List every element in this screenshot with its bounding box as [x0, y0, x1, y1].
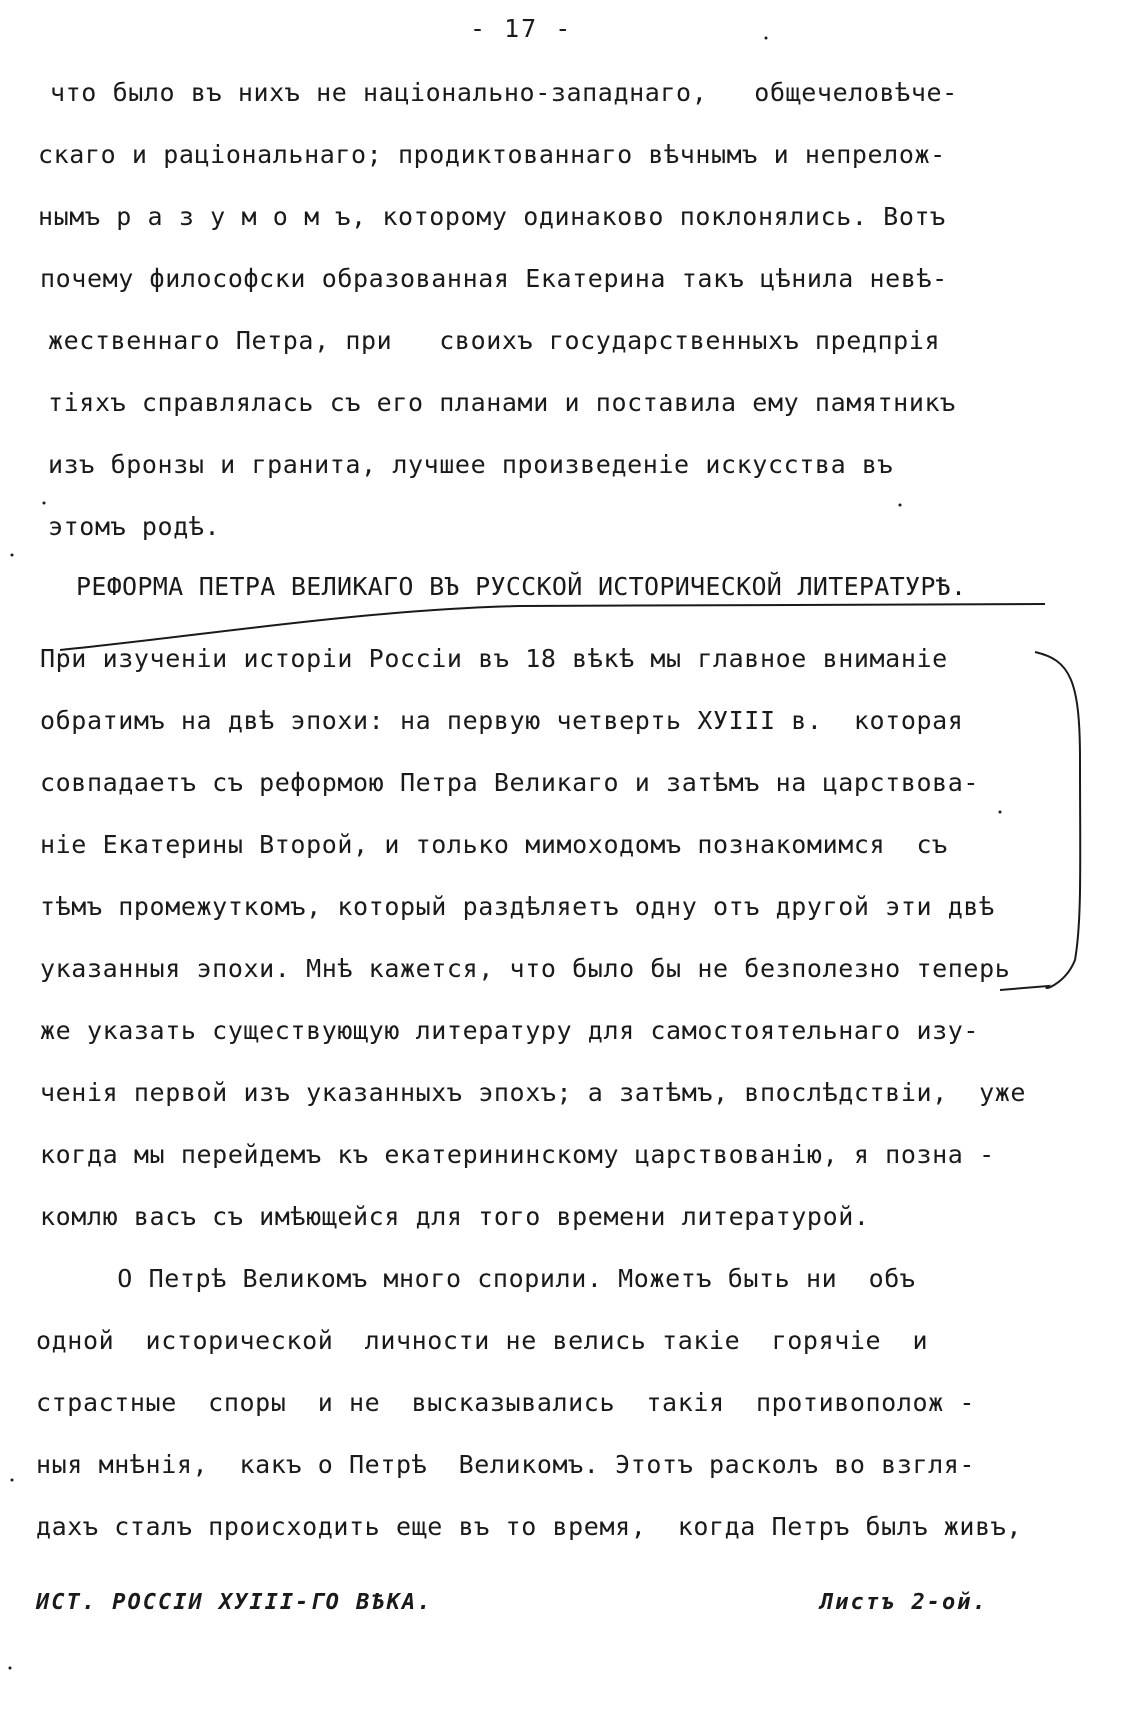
text-line: жественнаго Петра, при своихъ государственныхъ предпрія — [48, 326, 941, 355]
text-line: скаго и раціональнаго; продиктованнаго вѣчнымъ и непрелож- — [38, 140, 946, 169]
text-line: страстные споры и не высказывались такія противополож - — [36, 1388, 976, 1417]
text-line: указанныя эпохи. Мнѣ кажется, что было бы не безполезно теперь — [40, 954, 1011, 983]
text-line: совпадаетъ съ реформою Петра Великаго и затѣмъ на царствова- — [40, 768, 980, 797]
text-line: нымъ р а з у м о м ъ, которому одинаково поклонялись. Вотъ — [38, 202, 946, 231]
text-line: ніе Екатерины Второй, и только мимоходомъ познакомимся съ — [40, 830, 948, 859]
ink-speck — [11, 1479, 14, 1482]
text-line: ченія первой изъ указанныхъ эпохъ; а затѣмъ, впослѣдствіи, уже — [40, 1078, 1027, 1107]
text-line: дахъ сталъ происходить еще въ то время, когда Петръ былъ живъ, — [36, 1512, 1023, 1541]
section-heading: РЕФОРМА ПЕТРА ВЕЛИКАГО ВЪ РУССКОЙ ИСТОРИЧЕСКОЙ ЛИТЕРАТУРѢ. — [76, 572, 967, 601]
text-line: обратимъ на двѣ эпохи: на первую четверть ХУIII в. которая — [40, 706, 964, 735]
text-line: тѣмъ промежуткомъ, который раздѣляетъ одну отъ другой эти двѣ — [40, 892, 995, 921]
text-line: что было въ нихъ не національно-западнаго, общечеловѣче- — [50, 78, 958, 107]
ink-speck — [11, 554, 14, 557]
ink-speck — [43, 502, 46, 505]
text-line: ныя мнѣнія, какъ о Петрѣ Великомъ. Этотъ расколъ во взгля- — [36, 1450, 976, 1479]
ink-speck — [899, 504, 902, 507]
footer-title: ИСТ. РОССІИ ХУIII-ГО ВѢКА. — [36, 1590, 433, 1615]
ink-speck — [9, 1667, 12, 1670]
footer-sheet-number: Листъ 2-ой. — [820, 1590, 988, 1615]
text-line: же указать существующую литературу для самостоятельнаго изу- — [40, 1016, 980, 1045]
text-line: О Петрѣ Великомъ много спорили. Можетъ быть ни объ — [86, 1264, 916, 1293]
text-line: изъ бронзы и гранита, лучшее произведеніе искусства въ — [48, 450, 894, 479]
text-line: тіяхъ справлялась съ его планами и поставила ему памятникъ — [48, 388, 956, 417]
text-line: когда мы перейдемъ къ екатерининскому царствованію, я позна - — [40, 1140, 995, 1169]
text-line: комлю васъ съ имѣющейся для того времени литературой. — [40, 1202, 870, 1231]
text-line: этомъ родѣ. — [48, 512, 221, 541]
text-line: почему философски образованная Екатерина такъ цѣнила невѣ- — [40, 264, 948, 293]
ink-speck — [765, 37, 768, 40]
margin-bracket-stroke — [1000, 652, 1080, 990]
text-line: одной исторической личности не велись такіе горячіе и — [36, 1326, 929, 1355]
ink-speck — [999, 811, 1002, 814]
text-line: При изученіи исторіи Россіи въ 18 вѣкѣ мы главное вниманіе — [40, 644, 948, 673]
page-number: - 17 - — [470, 14, 573, 43]
